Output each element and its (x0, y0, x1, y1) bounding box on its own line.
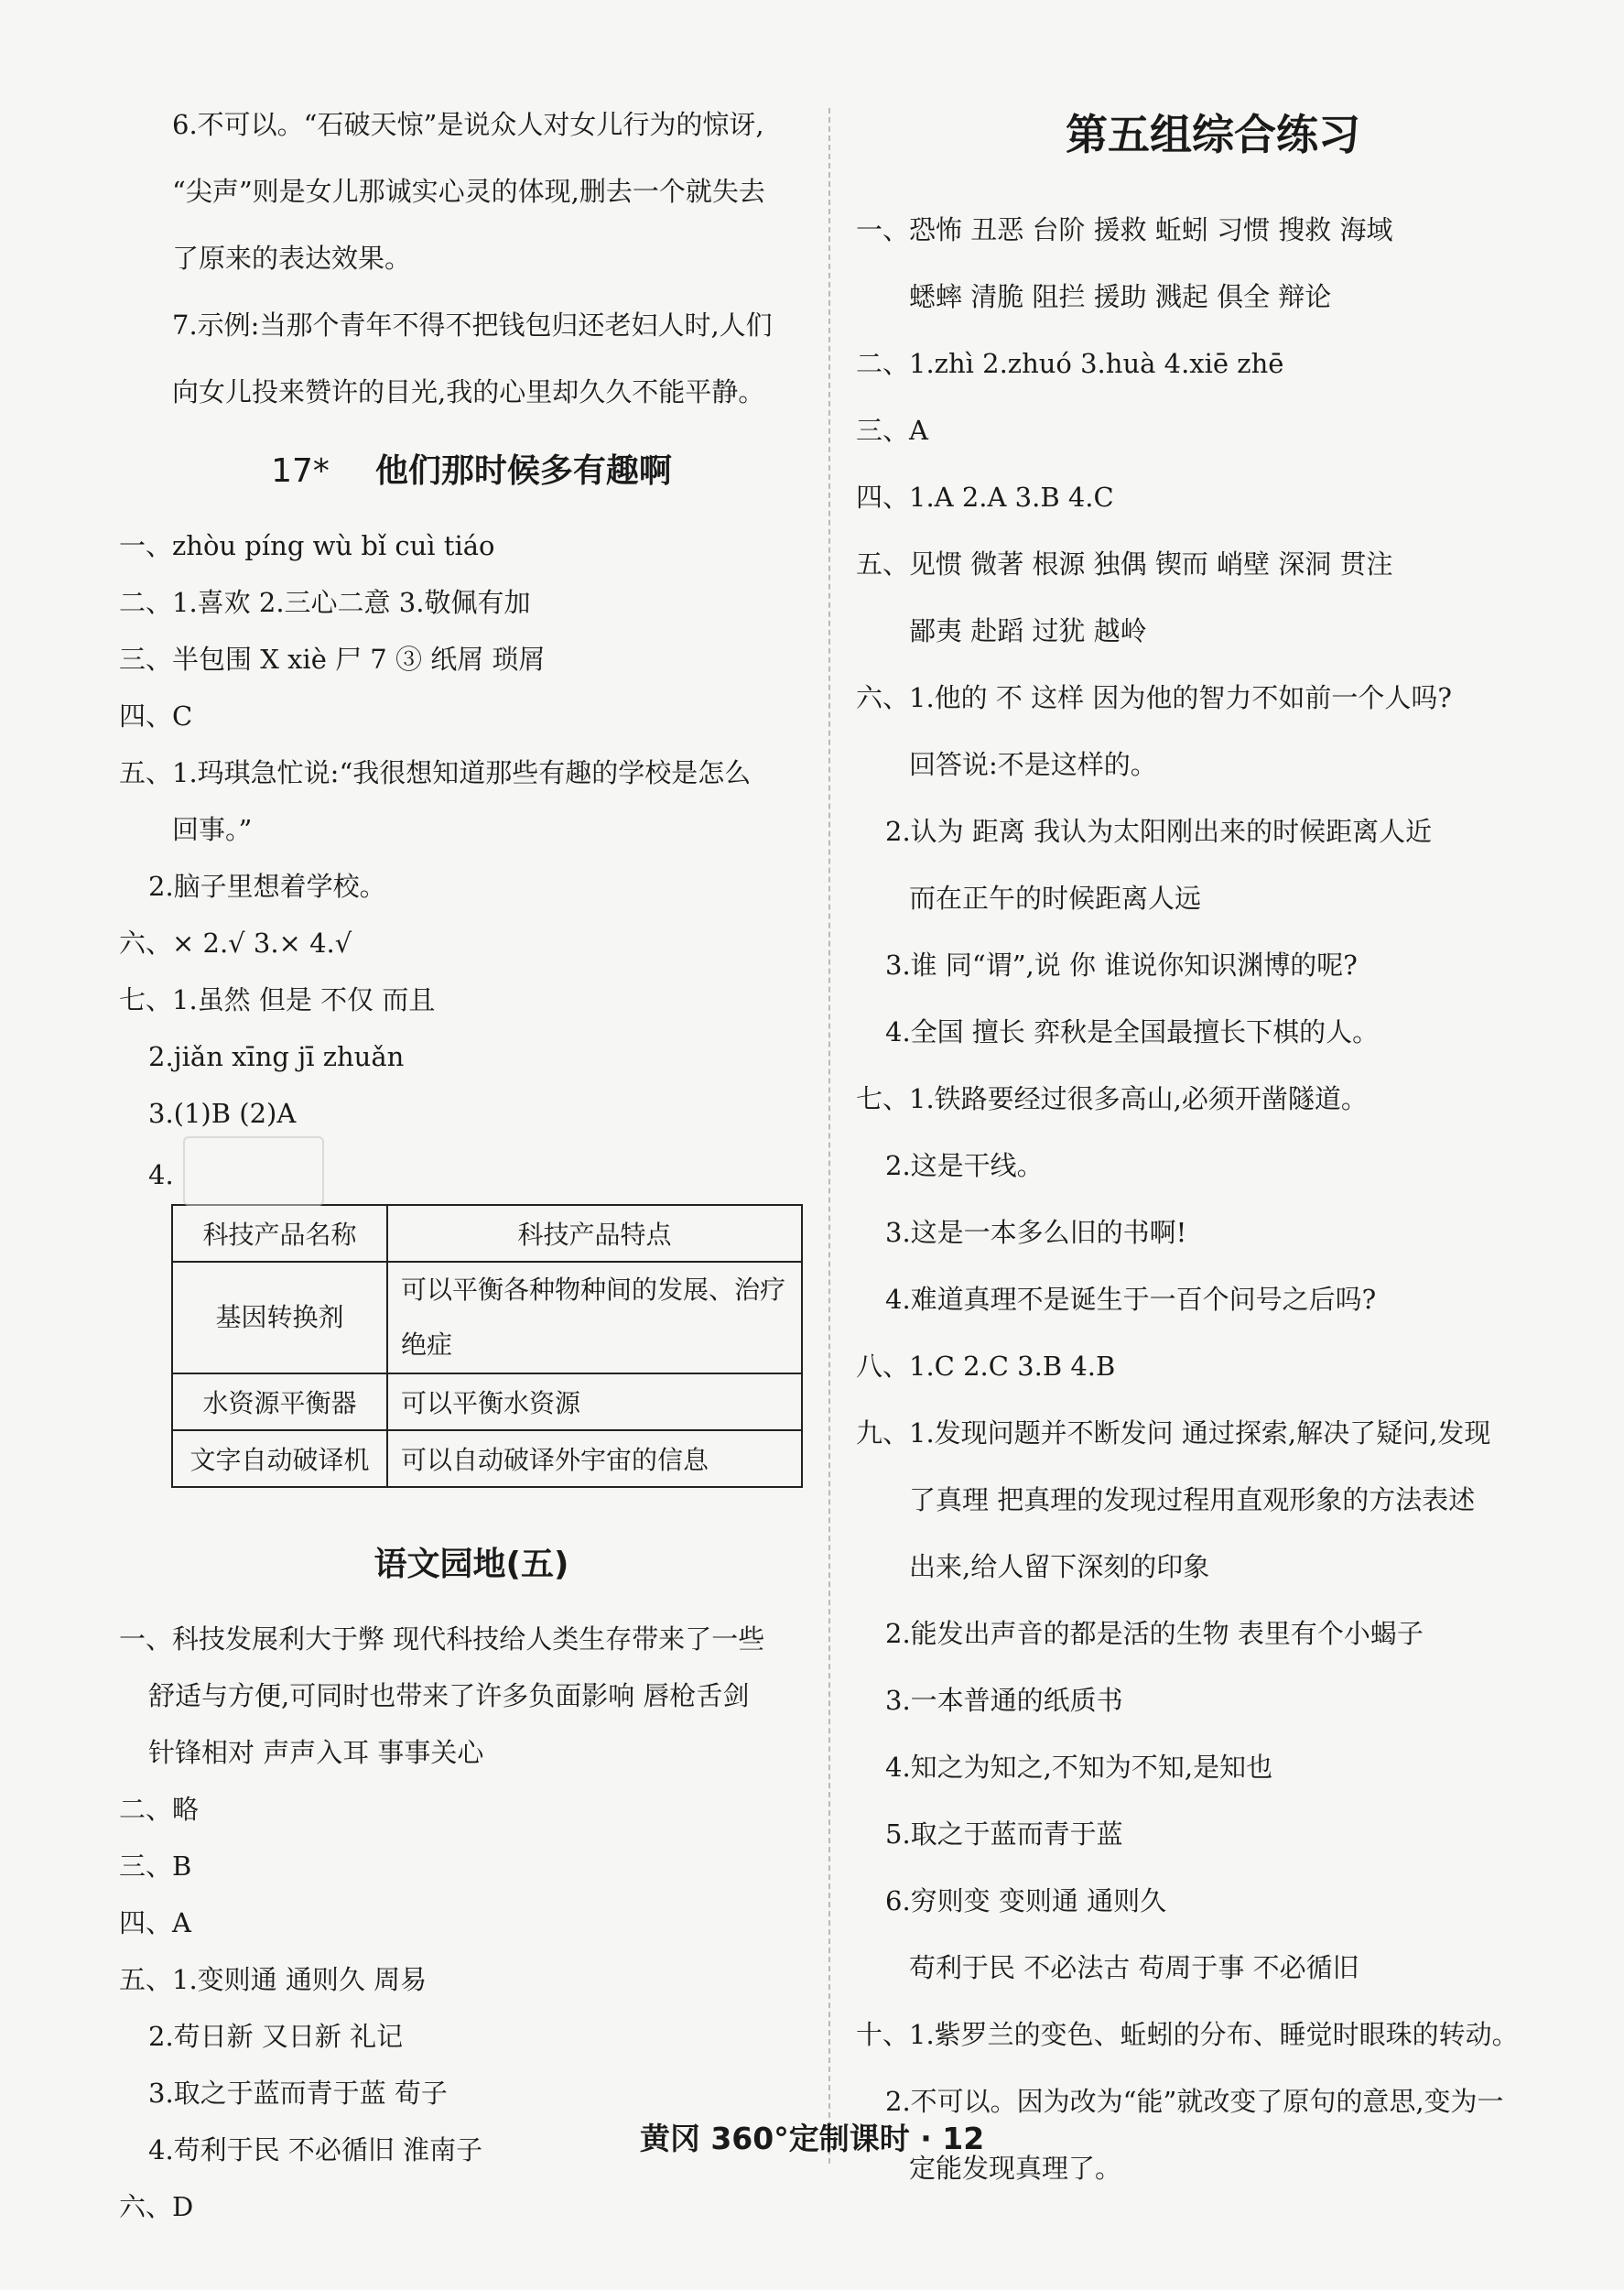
answer-line: 回事。” (172, 814, 253, 845)
answer-line: 2.认为 距离 我认为太阳刚出来的时候距离人近 (885, 816, 1433, 847)
column-divider (828, 108, 830, 2164)
left-column (119, 92, 824, 2235)
answer-line: 七、1.虽然 但是 不仅 而且 (119, 984, 436, 1015)
answer-line: 十、1.紫罗兰的变色、蚯蚓的分布、睡觉时眼珠的转动。 (856, 2019, 1519, 2050)
answer-line: 七、1.铁路要经过很多高山,必须开凿隧道。 (856, 1083, 1368, 1114)
section-title-17 (119, 426, 824, 517)
table-cell: 基因转换剂 (172, 1262, 387, 1373)
answer-line: 3.谁 同“谓”,说 你 谁说你知识渊博的呢? (885, 950, 1358, 981)
answer-line: 四、1.A 2.A 3.B 4.C (856, 482, 1114, 513)
answer-line: 7.示例:当那个青年不得不把钱包归还老妇人时,人们 (172, 309, 773, 341)
answer-line: 6.穷则变 变则通 通则久 (885, 1885, 1167, 1916)
lesson-number: 17* (271, 452, 330, 490)
answer-line: “尖声”则是女儿那诚实心灵的体现,删去一个就失去 (172, 176, 765, 207)
page-footer: 黄冈 360°定制课时 · 12 (639, 2121, 985, 2156)
answer-line: 舒适与方便,可同时也带来了许多负面影响 唇枪舌剑 (148, 1680, 750, 1711)
answer-line: 一、科技发展利大于弊 现代科技给人类生存带来了一些 (119, 1623, 765, 1655)
answer-line: 六、1.他的 不 这样 因为他的智力不如前一个人吗? (856, 682, 1452, 713)
answer-line: 二、略 (119, 1794, 200, 1825)
answer-line: 针锋相对 声声入耳 事事关心 (148, 1737, 484, 1768)
watermark-stamp (183, 1136, 324, 1206)
answer-line: 2.不可以。因为改为“能”就改变了原句的意思,变为一 (885, 2086, 1504, 2117)
answer-line: 3.一本普通的纸质书 (885, 1685, 1123, 1716)
answer-line: 6.不可以。“石破天惊”是说众人对女儿行为的惊讶, (172, 109, 764, 140)
answer-line: 2.jiǎn xīng jī zhuǎn (148, 1041, 405, 1072)
answer-line: 三、B (119, 1850, 192, 1882)
answer-line: 3.(1)B (2)A (148, 1098, 297, 1129)
answer-line: 三、A (856, 415, 928, 446)
answer-line: 定能发现真理了。 (909, 2153, 1122, 2184)
table-cell: 可以自动破译外宇宙的信息 (387, 1430, 802, 1487)
answer-line: 4.知之为知之,不知为不知,是知也 (885, 1752, 1273, 1783)
table-row (172, 1262, 802, 1373)
answer-line (119, 1142, 824, 1199)
answer-line: 五、见惯 微著 根源 独偶 锲而 峭壁 深洞 贯注 (856, 548, 1393, 580)
answer-line: 一、恐怖 丑恶 台阶 援救 蚯蚓 习惯 搜救 海域 (856, 214, 1393, 245)
answer-line: 五、1.变则通 通则久 周易 (119, 1964, 428, 1995)
answer-line: 六、× 2.√ 3.× 4.√ (119, 928, 352, 959)
table-cell: 可以平衡水资源 (387, 1373, 802, 1430)
table-row (172, 1430, 802, 1487)
answer-line: 3.这是一本多么旧的书啊! (885, 1217, 1187, 1248)
right-column (856, 92, 1570, 2202)
table-header-row (172, 1205, 802, 1262)
answer-line: 向女儿投来赞许的目光,我的心里却久久不能平静。 (172, 376, 765, 407)
answer-line: 九、1.发现问题并不断发问 通过探索,解决了疑问,发现 (856, 1417, 1491, 1449)
answer-line: 苟利于民 不必法古 苟周于事 不必循旧 (909, 1952, 1359, 1983)
answer-line: 了原来的表达效果。 (172, 243, 412, 274)
answer-line: 一、zhòu píng wù bǐ cuì tiáo (119, 530, 495, 561)
item-number: 4. (148, 1159, 174, 1190)
table-cell: 水资源平衡器 (172, 1373, 387, 1430)
table-cell: 文字自动破译机 (172, 1430, 387, 1487)
answer-line: 2.脑子里想着学校。 (148, 871, 386, 902)
answer-line: 二、1.zhì 2.zhuó 3.huà 4.xiē zhē (856, 348, 1284, 379)
answer-line: 二、1.喜欢 2.三心二意 3.敬佩有加 (119, 587, 531, 618)
table-cell: 可以平衡各种物种间的发展、治疗绝症 (387, 1262, 802, 1373)
section-title-unit5-review: 第五组综合练习 (1066, 110, 1360, 159)
answer-line: 四、A (119, 1907, 191, 1938)
answer-line: 八、1.C 2.C 3.B 4.B (856, 1351, 1116, 1382)
answer-line: 了真理 把真理的发现过程用直观形象的方法表述 (909, 1484, 1476, 1515)
table-row (172, 1373, 802, 1430)
answer-line: 五、1.玛琪急忙说:“我很想知道那些有趣的学校是怎么 (119, 757, 752, 788)
tech-product-table (171, 1204, 803, 1488)
answer-line: 4.难道真理不是诞生于一百个问号之后吗? (885, 1284, 1377, 1315)
answer-line: 2.能发出声音的都是活的生物 表里有个小蝎子 (885, 1618, 1424, 1649)
answer-line: 4.全国 擅长 弈秋是全国最擅长下棋的人。 (885, 1016, 1380, 1047)
answer-line: 六、D (119, 2191, 194, 2222)
answer-line: 鄙夷 赴蹈 过犹 越岭 (909, 615, 1147, 646)
answer-line: 5.取之于蓝而青于蓝 (885, 1818, 1123, 1850)
answer-line: 2.苟日新 又日新 礼记 (148, 2021, 404, 2052)
lesson-title: 他们那时候多有趣啊 (374, 452, 672, 490)
answer-line: 4.苟利于民 不必循旧 淮南子 (148, 2134, 483, 2165)
section-title-yuwen-yuandi: 语文园地(五) (374, 1546, 569, 1583)
answer-line: 四、C (119, 700, 193, 732)
answer-line: 回答说:不是这样的。 (909, 749, 1157, 780)
answer-line: 而在正午的时候距离人远 (909, 883, 1202, 914)
answer-line: 3.取之于蓝而青于蓝 荀子 (148, 2078, 448, 2109)
answer-line: 出来,给人留下深刻的印象 (909, 1551, 1210, 1582)
answer-line: 2.这是干线。 (885, 1150, 1044, 1181)
table-header: 科技产品特点 (387, 1205, 802, 1262)
table-header: 科技产品名称 (172, 1205, 387, 1262)
answer-line: 三、半包围 X xiè 尸 7 ③ 纸屑 琐屑 (119, 644, 546, 675)
answer-line: 蟋蟀 清脆 阻拦 援助 溅起 俱全 辩论 (909, 281, 1332, 312)
